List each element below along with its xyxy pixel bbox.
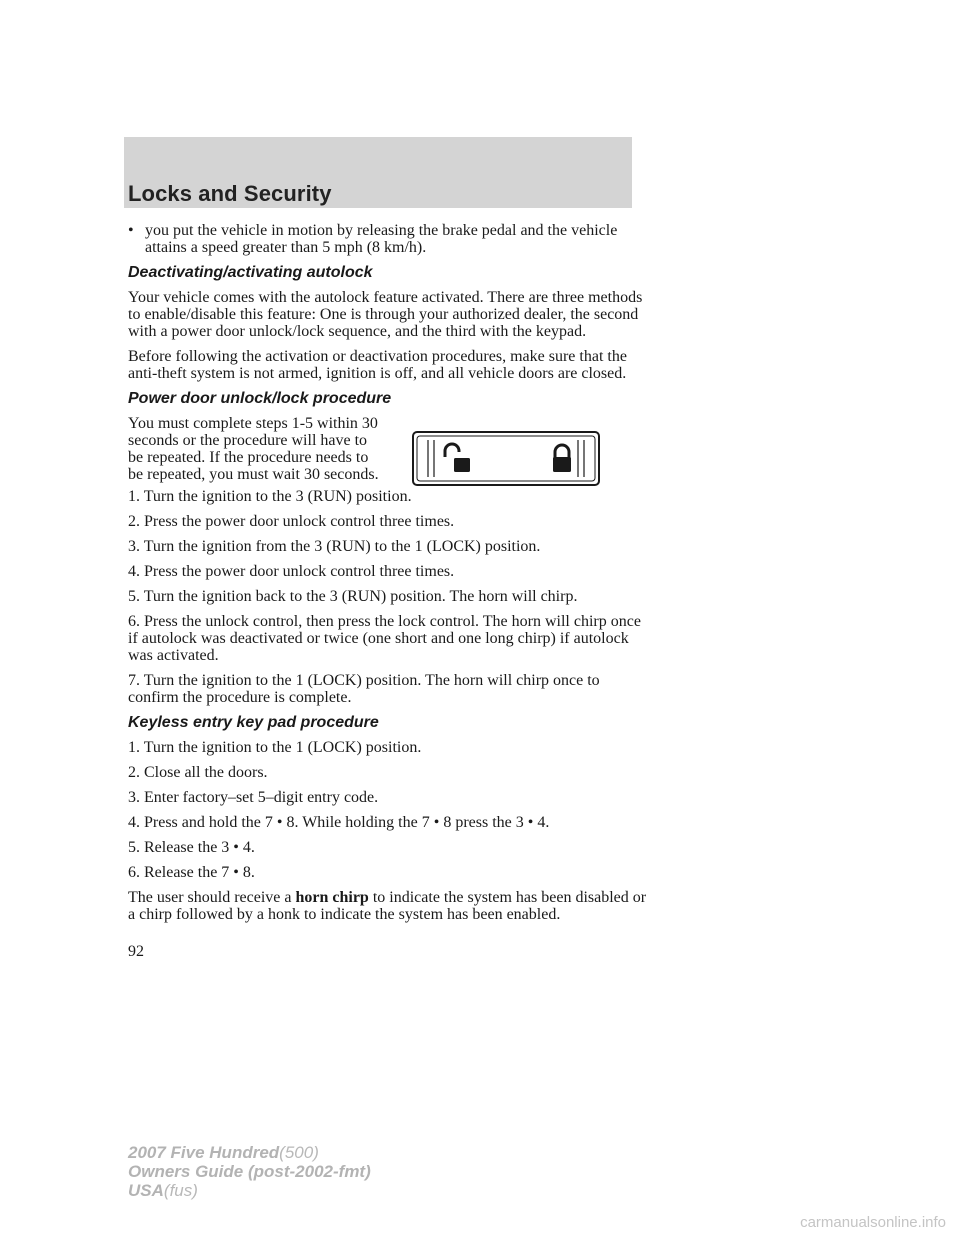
- bullet-item: [128, 222, 648, 256]
- keyless-step-1: 1. Turn the ignition to the 1 (LOCK) position.: [128, 739, 422, 756]
- power-step-7: 7. Turn the ignition to the 1 (LOCK) position. The horn will chirp once to confirm the procedure is complete.: [128, 672, 600, 706]
- document-footer: [128, 1143, 371, 1200]
- power-step-6: 6. Press the unlock control, then press the lock control. The horn will chirp once if autolock was deactivated or twice (one short and one long chirp) if autolock was activated.: [128, 613, 641, 664]
- keyless-step-6: 6. Release the 7 • 8.: [128, 864, 255, 881]
- power-step-3: 3. Turn the ignition from the 3 (RUN) to the 1 (LOCK) position.: [128, 538, 541, 555]
- horn-chirp-emphasis: horn chirp: [295, 889, 369, 906]
- heading-power-door-procedure: Power door unlock/lock procedure: [128, 390, 392, 407]
- footer-market-code: (fus): [163, 1181, 198, 1200]
- horn-chirp-text-before: The user should receive a: [128, 889, 296, 906]
- footer-line-1: [128, 1143, 371, 1162]
- footer-model: 2007 Five Hundred: [128, 1143, 280, 1162]
- power-step-1: 1. Turn the ignition to the 3 (RUN) position.: [128, 488, 412, 505]
- horn-chirp-text-after: to indicate the system has been disabled or a chirp followed by a honk to indicate the system has been enabled.: [128, 889, 647, 923]
- section-title: Locks and Security: [128, 181, 332, 206]
- footer-line-3: [128, 1181, 371, 1200]
- paragraph-horn-chirp: [128, 889, 648, 923]
- locked-padlock-icon: [553, 445, 571, 472]
- keyless-step-5: 5. Release the 3 • 4.: [128, 839, 255, 856]
- paragraph-before-following: Before following the activation or deactivation procedures, make sure that the anti-theft system is not armed, ignition is off, and all vehicle doors are closed.: [128, 348, 627, 382]
- power-door-intro-row: [128, 415, 648, 483]
- watermark: carmanualsonline.info: [800, 1214, 946, 1231]
- bullet-text: you put the vehicle in motion by releasing the brake pedal and the vehicle attains a speed greater than 5 mph (8 km/h).: [145, 222, 618, 256]
- heading-keyless-entry: Keyless entry key pad procedure: [128, 714, 379, 731]
- paragraph-complete-steps: You must complete steps 1-5 within 30 seconds or the procedure will have to be repeated. If the procedure needs to be repeated, you must wait 30 seconds.: [128, 415, 379, 483]
- footer-market: USA: [128, 1181, 164, 1200]
- footer-guide: Owners Guide (post-2002-fmt): [128, 1162, 371, 1181]
- bullet-symbol: •: [128, 222, 134, 239]
- power-step-2: 2. Press the power door unlock control three times.: [128, 513, 455, 530]
- page-number: 92: [128, 943, 144, 960]
- footer-line-2: [128, 1162, 371, 1181]
- power-step-4: 4. Press the power door unlock control three times.: [128, 563, 455, 580]
- paragraph-autolock-methods: Your vehicle comes with the autolock feature activated. There are three methods to enable/disable this feature: One is through your authorized dealer, the second with a power door unlock/lock sequence, and the third with the keypad.: [128, 289, 643, 340]
- heading-deactivating-autolock: Deactivating/activating autolock: [128, 264, 373, 281]
- door-lock-control-illustration: [412, 431, 600, 486]
- keyless-step-2: 2. Close all the doors.: [128, 764, 268, 781]
- keyless-step-4: 4. Press and hold the 7 • 8. While holding the 7 • 8 press the 3 • 4.: [128, 814, 550, 831]
- page-content: [128, 222, 648, 931]
- footer-model-code: (500): [279, 1143, 319, 1162]
- keyless-step-3: 3. Enter factory–set 5–digit entry code.: [128, 789, 379, 806]
- power-step-5: 5. Turn the ignition back to the 3 (RUN) position. The horn will chirp.: [128, 588, 578, 605]
- unlocked-padlock-icon: [445, 444, 470, 472]
